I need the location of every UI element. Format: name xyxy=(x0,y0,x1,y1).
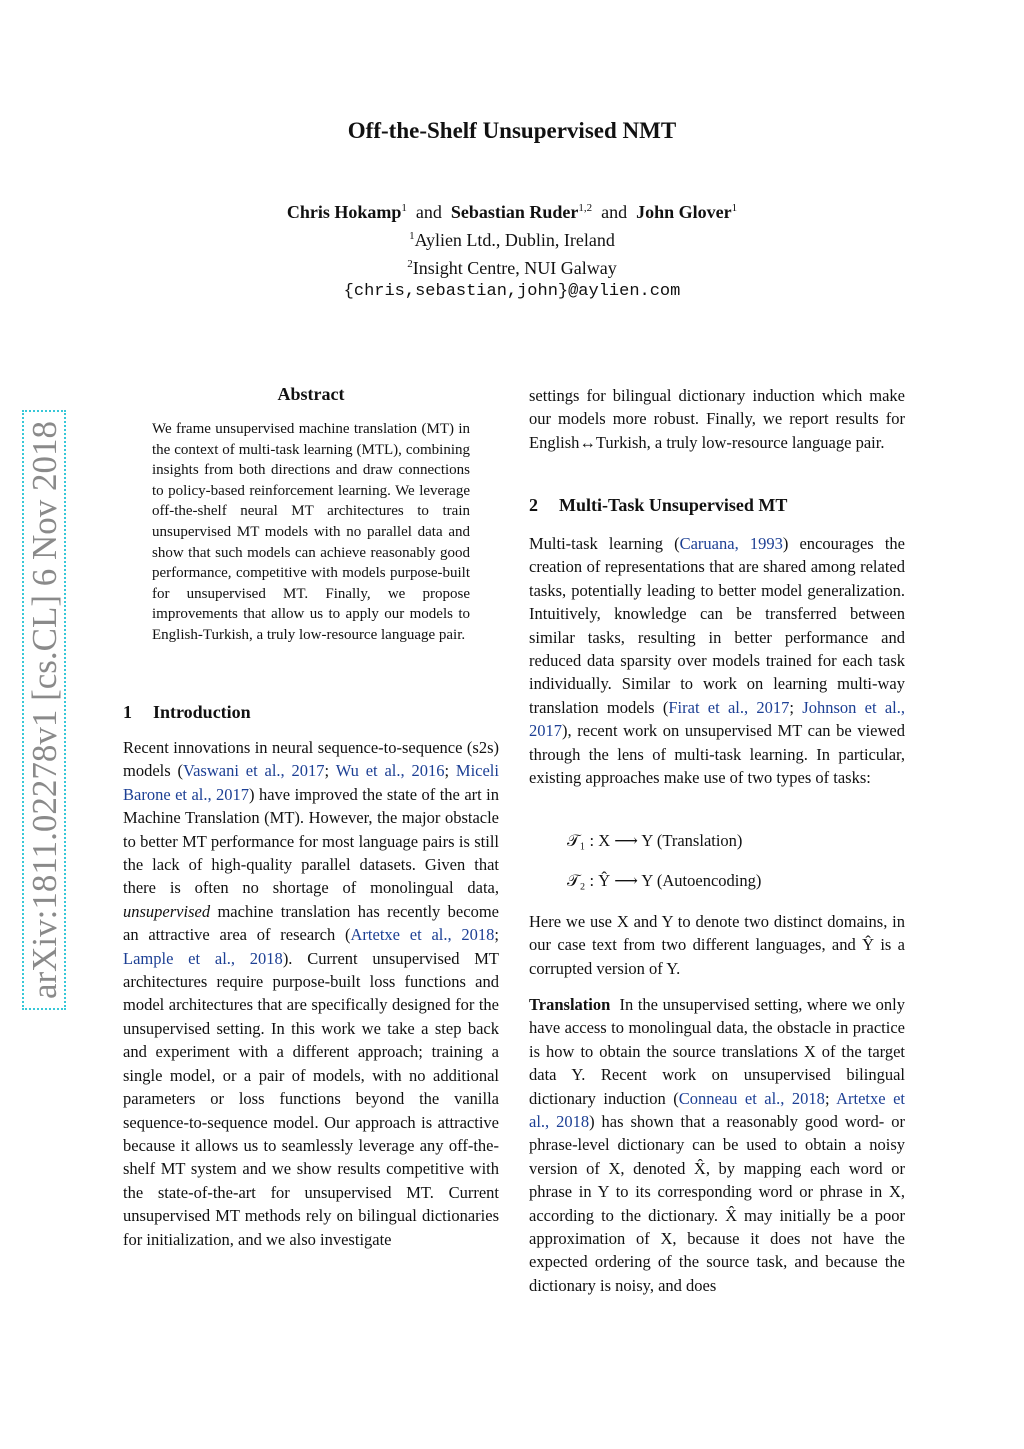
text-run: ). Current unsupervised MT architectures require purpose-built loss functions and model architectures that are specifically designed for the unsupervised setting. In this work we take a step back and experiment with a different approach; training a single model, or a pair of models, with no additional parameters or loss functions beyond the vanilla sequence-to-sequence model. Our approach is attractive because it allows us to seamlessly leverage any off-the-shelf MT system and we show results competitive with the state-of-the-art for unsupervised MT. Current unsupervised MT methods rely on bilingual dictionaries for initialization, and we also investigate xyxy=(123,948,499,1249)
affiliation-text: Aylien Ltd., Dublin, Ireland xyxy=(414,230,615,250)
citation-link[interactable]: Miceli Barone et al., 2017 xyxy=(123,761,499,804)
author-separator: and xyxy=(601,202,628,222)
author-affil-marker: 1 xyxy=(401,202,407,214)
author-name: Sebastian Ruder xyxy=(450,202,579,222)
citation-link[interactable]: Firat et al., 2017 xyxy=(668,697,790,717)
author-affil-marker: 1 xyxy=(731,202,738,214)
intro-paragraph xyxy=(123,736,499,1251)
text-run: ; xyxy=(444,761,456,781)
citation-link[interactable]: Conneau et al., 2018 xyxy=(678,1088,825,1108)
author-emails: {chris,sebastian,john}@aylien.com xyxy=(343,282,681,301)
text-run: ; xyxy=(324,761,336,781)
citation-link[interactable]: Artetxe et al., 2018 xyxy=(350,925,495,945)
author-name: John Glover xyxy=(636,202,732,222)
equation-translation xyxy=(567,829,742,852)
citation-link[interactable]: Artetxe et al., 2018 xyxy=(529,1088,905,1132)
abstract-text: We frame unsupervised machine translation (MT) in the context of multi-task learning (MTL), combining insights from both directions and draw connections to policy-based reinforcement learning. We leverage off-the-shelf neural MT architectures to train unsupervised MT models with no parallel data and show that such models can achieve reasonably good performance, competitive with models purpose-built for unsupervised MT. Finally, we propose improvements that allow us to apply our models to English-Turkish, a truly low-resource language pair. xyxy=(152,421,470,643)
section-heading xyxy=(529,495,787,516)
equation-expression: 𝒯₁ : X ⟶ Y xyxy=(567,831,653,850)
text-run: Recent innovations in neural sequence-to-sequence (s2s) models ( xyxy=(123,738,499,781)
affiliation xyxy=(0,224,1024,252)
paper-title: Off-the-Shelf Unsupervised NMT xyxy=(347,118,677,143)
equation-autoencoding xyxy=(567,869,761,892)
citation-link[interactable]: Lample et al., 2018 xyxy=(123,948,283,968)
text-run: ) has shown that a reasonably good word- or phrase-level dictionary can be used to obtain a noisy version of X, denoted X̂, by mapping each word or phrase in Y to its corresponding word or phrase in X, according to the dictionary. X̂ may initially be a poor approximation of X, because it does not have the expected ordering of the source task, and because the dictionary is noisy, and does xyxy=(529,1112,905,1295)
section-heading xyxy=(123,702,251,723)
text-run: machine translation has recently become an attractive area of research ( xyxy=(123,901,499,945)
affiliation-text: Insight Centre, NUI Galway xyxy=(412,258,617,278)
section-number: 1 xyxy=(123,702,132,722)
text-run: ) encourages the creation of representations that are shared among related tasks, potentially leading to better model generalization. Intuitively, knowledge can be transferred between similar tasks, resulting in better performance and reduced data sparsity over models trained for each task individually. Similar to work on learning multi-way translation models ( xyxy=(529,534,905,717)
paragraph-text: settings for bilingual dictionary induction which make our models more robust. Finally, we report results for English↔Turkish, a truly low-resource language pair. xyxy=(529,386,905,452)
text-run: ), recent work on unsupervised MT can be viewed through the lens of multi-task learning. In particular, existing approaches make use of two types of tasks: xyxy=(529,721,905,788)
citation-link[interactable]: Caruana, 1993 xyxy=(679,534,783,553)
equation-expression: 𝒯₂ : Ŷ ⟶ Y xyxy=(567,871,653,890)
abstract-heading: Abstract xyxy=(277,384,345,404)
emphasis: unsupervised xyxy=(123,901,211,921)
text-run: ; xyxy=(789,697,803,717)
continued-paragraph xyxy=(529,384,905,454)
section-title: Multi-Task Unsupervised MT xyxy=(559,495,788,515)
text-run: In the unsupervised setting, where we only have access to monolingual data, the obstacle in practice is how to obtain the source translations X of the target data Y. Recent work on unsupervised bilingual dictionary induction ( xyxy=(529,995,905,1108)
section-number: 2 xyxy=(529,495,538,515)
affil-marker: 2 xyxy=(407,258,413,270)
author-separator: and xyxy=(415,202,442,222)
affiliation xyxy=(0,252,1024,280)
author-name: Chris Hokamp xyxy=(286,202,402,222)
translation-paragraph xyxy=(529,993,905,1297)
author-block xyxy=(0,196,1024,304)
section-title: Introduction xyxy=(153,702,251,722)
equation-label: (Translation) xyxy=(656,831,743,850)
arxiv-stamp[interactable]: arXiv:1811.02278v1 [cs.CL] 6 Nov 2018 xyxy=(22,410,66,1010)
author-line xyxy=(0,196,1024,224)
text-run: ) have improved the state of the art in Machine Translation (MT). However, the major obstacle to better MT performance for most language pairs is still the lack of high-quality parallel datasets. Given that there is often no shortage of monolingual data, xyxy=(123,784,499,898)
paragraph-text: Here we use X and Y to denote two distinct domains, in our case text from two different languages, and Ŷ is a corrupted version of Y. xyxy=(529,912,905,978)
equation-label: (Autoencoding) xyxy=(656,871,762,890)
affil-marker: 1 xyxy=(409,230,415,242)
citation-link[interactable]: Wu et al., 2016 xyxy=(335,761,445,781)
text-run: ; xyxy=(824,1088,837,1108)
citation-link[interactable]: Vaswani et al., 2017 xyxy=(183,761,325,781)
text-run: ; xyxy=(494,925,499,945)
paragraph-lead: Translation xyxy=(529,995,611,1014)
text-run: Multi-task learning ( xyxy=(529,534,680,553)
notation-paragraph xyxy=(529,910,905,980)
citation-link[interactable]: Johnson et al., 2017 xyxy=(529,697,905,741)
author-affil-marker: 1,2 xyxy=(578,202,593,214)
mtl-paragraph xyxy=(529,532,905,789)
